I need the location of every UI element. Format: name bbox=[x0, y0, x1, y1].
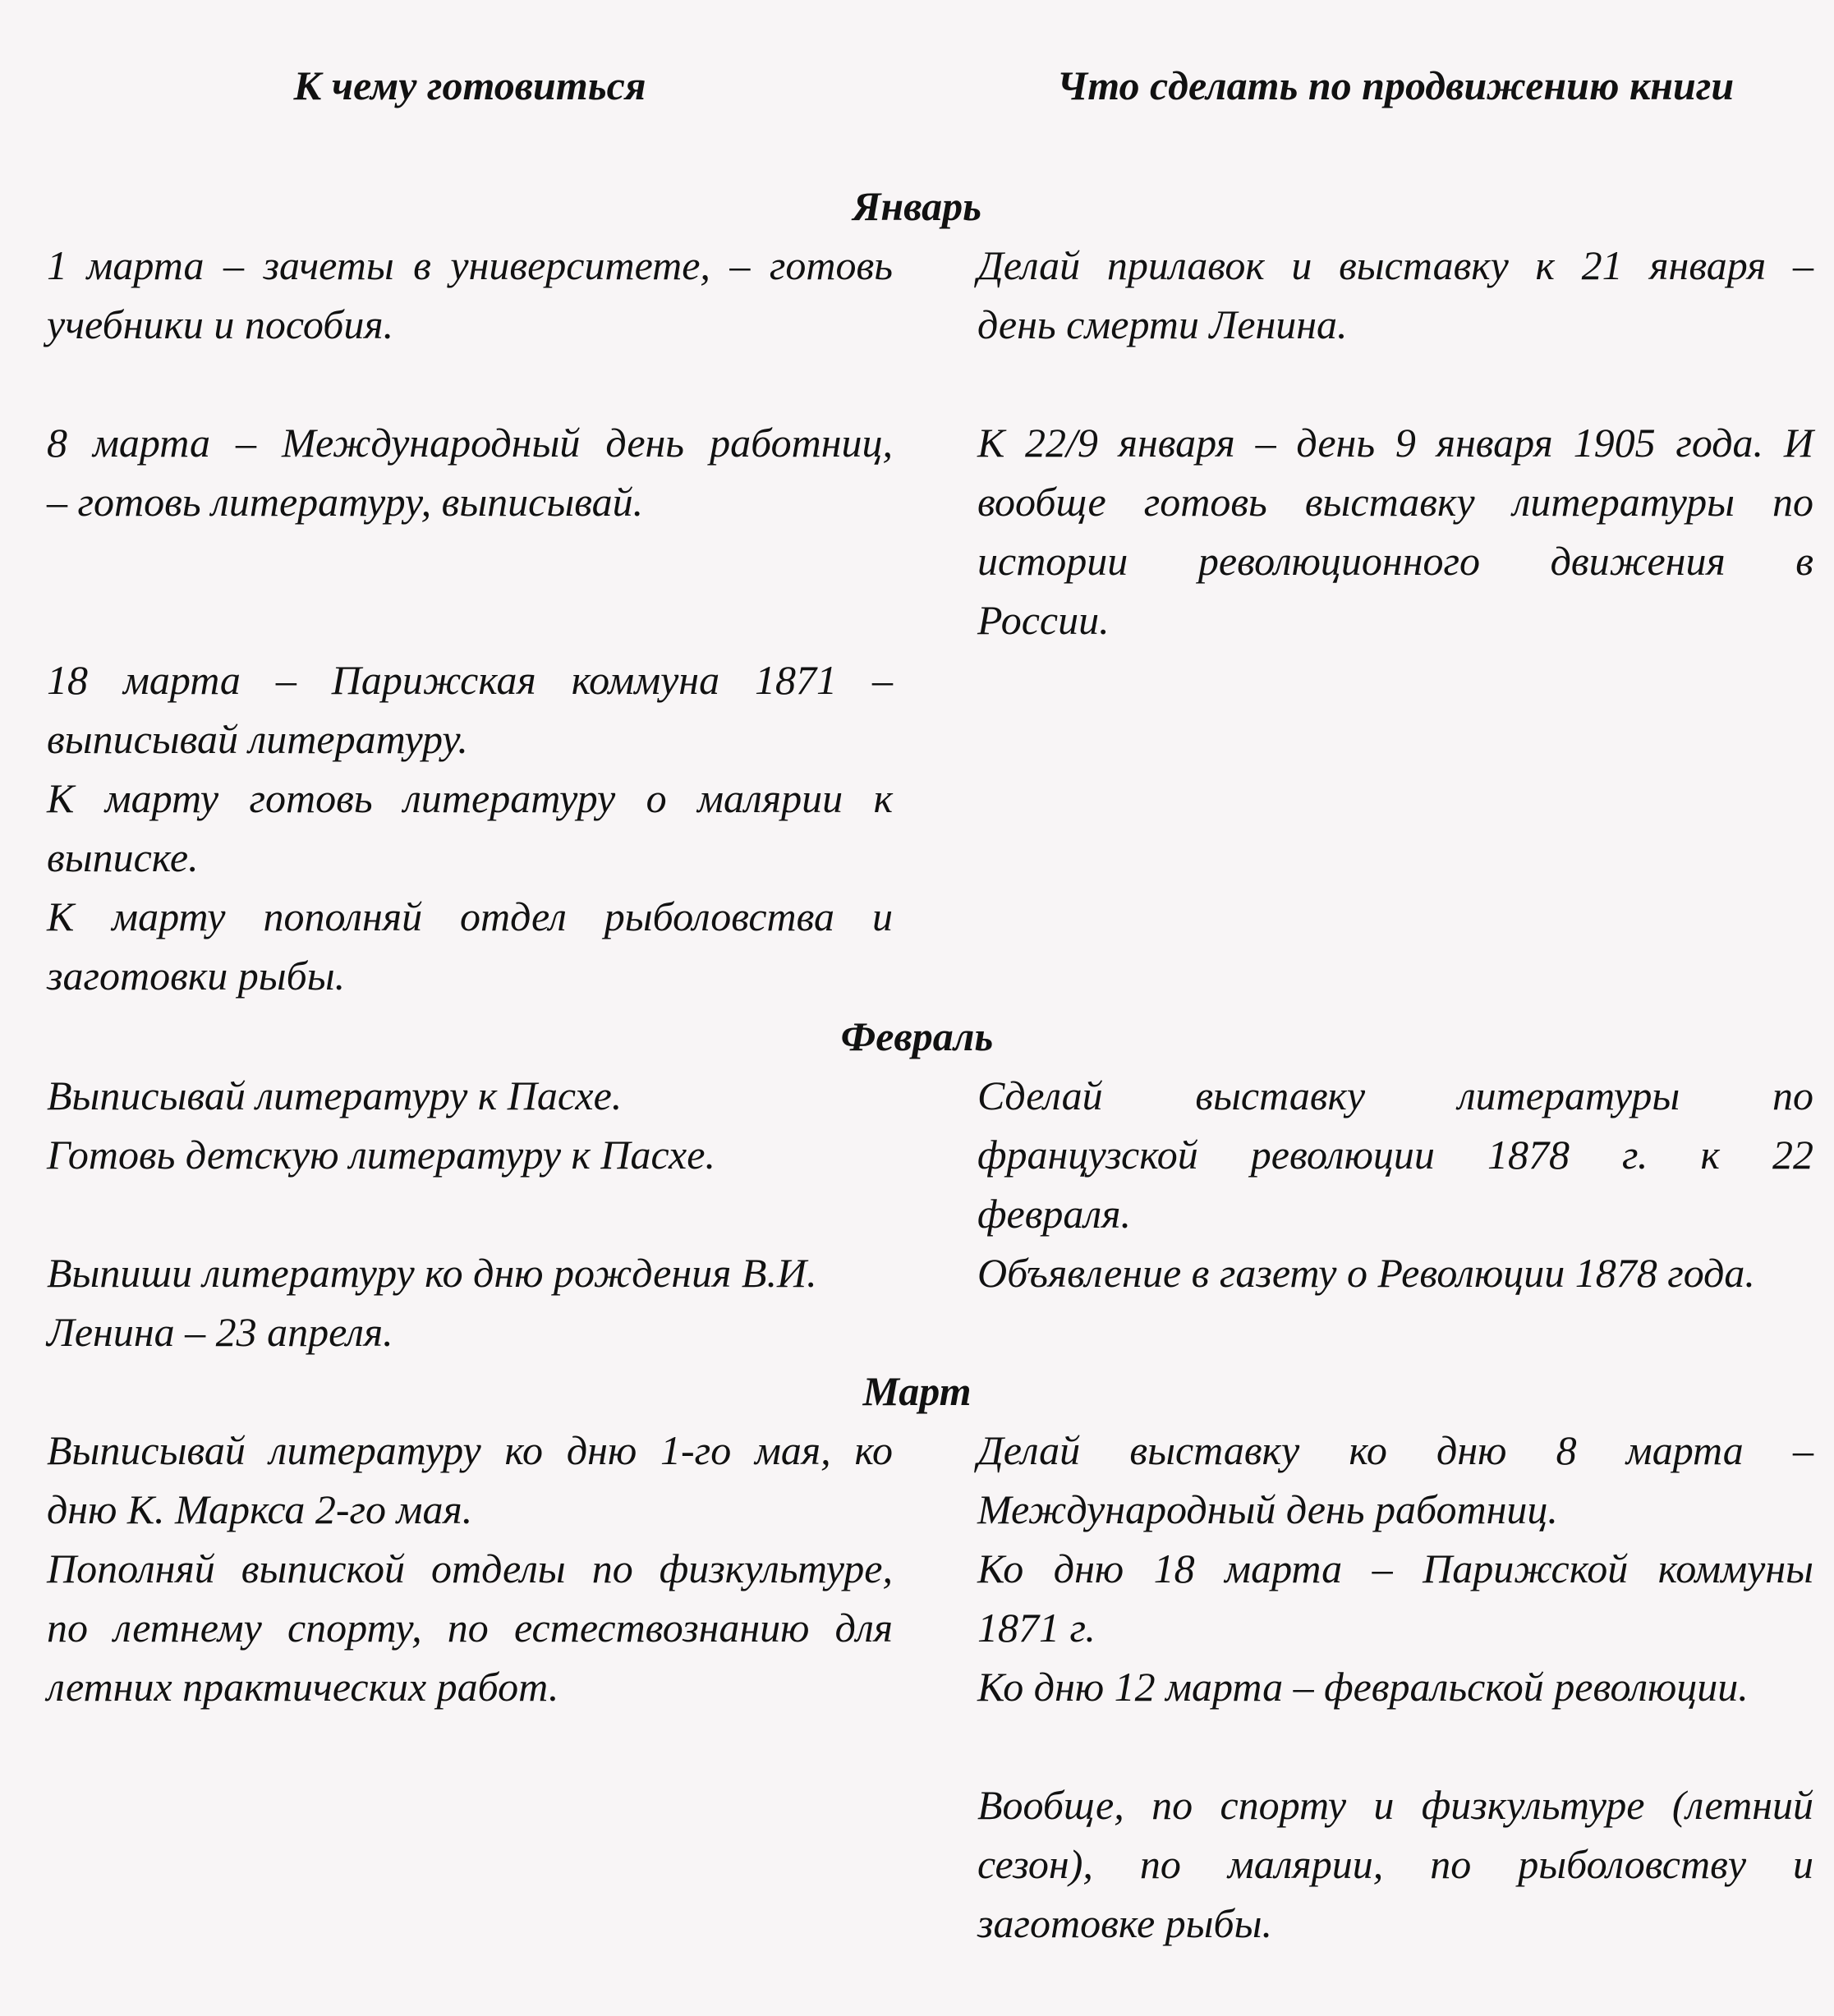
right-column-header: Что сделать по продвижению книги bbox=[1056, 62, 1735, 108]
january-left-paragraph bbox=[47, 236, 893, 354]
text-line: выписывай литературу. bbox=[47, 716, 468, 762]
text-line: выписке. bbox=[47, 834, 199, 880]
text-line: сезон), по малярии, по рыболовству и bbox=[977, 1841, 1813, 1887]
march-right-paragraph bbox=[977, 1421, 1813, 1716]
month-heading-january: Январь bbox=[852, 183, 982, 229]
text-line: Ленина – 23 апреля. bbox=[47, 1309, 393, 1355]
january-left-paragraph bbox=[47, 650, 893, 1005]
text-line: Выписывай литературу к Пасхе. bbox=[47, 1072, 623, 1118]
text-line: французской революции 1878 г. к 22 bbox=[977, 1132, 1813, 1178]
january-left-paragraph bbox=[47, 413, 893, 531]
text-line: Делай прилавок и выставку к 21 января – bbox=[977, 242, 1813, 288]
text-line: Сделай выставку литературы по bbox=[977, 1072, 1813, 1118]
text-line: 18 марта – Парижская коммуна 1871 – bbox=[47, 657, 893, 703]
january-right-paragraph bbox=[977, 413, 1813, 650]
text-line: Выпиши литературу ко дню рождения В.И. bbox=[47, 1250, 817, 1296]
text-line: 8 марта – Международный день работниц, bbox=[47, 420, 893, 466]
text-line: России. bbox=[977, 597, 1110, 643]
march-right-paragraph bbox=[977, 1775, 1813, 1953]
text-line: Ко дню 12 марта – февральской революции. bbox=[977, 1664, 1749, 1710]
text-line: Пополняй выпиской отделы по физкультуре, bbox=[47, 1545, 893, 1591]
text-line: К марту пополняй отдел рыболовства и bbox=[47, 893, 893, 939]
february-left-paragraph bbox=[47, 1243, 893, 1362]
text-line: Вообще, по спорту и физкультуре (летний bbox=[977, 1782, 1813, 1828]
text-line: учебники и пособия. bbox=[47, 301, 394, 347]
month-heading-march: Март bbox=[862, 1368, 972, 1414]
text-line: Ко дню 18 марта – Парижской коммуны bbox=[977, 1545, 1813, 1591]
text-line: – готовь литературу, выписывай. bbox=[47, 479, 644, 525]
march-left-paragraph bbox=[47, 1421, 893, 1716]
february-right-paragraph bbox=[977, 1066, 1813, 1302]
text-line: Готовь детскую литературу к Пасхе. bbox=[47, 1132, 715, 1178]
text-line: 1871 г. bbox=[977, 1605, 1096, 1651]
february-left-paragraph bbox=[47, 1066, 893, 1184]
text-line: истории революционного движения в bbox=[977, 538, 1813, 584]
text-line: 1 марта – зачеты в университете, – готовь bbox=[47, 242, 893, 288]
text-line: по летнему спорту, по естествознанию для bbox=[47, 1605, 893, 1651]
text-line: К марту готовь литературу о малярии к bbox=[47, 775, 893, 821]
text-line: февраля. bbox=[977, 1191, 1131, 1237]
text-line: заготовки рыбы. bbox=[47, 953, 346, 999]
text-line: Делай выставку ко дню 8 марта – bbox=[977, 1427, 1813, 1473]
text-line: день смерти Ленина. bbox=[977, 301, 1348, 347]
text-line: Объявление в газету о Революции 1878 года. bbox=[977, 1250, 1755, 1296]
month-heading-february: Февраль bbox=[840, 1013, 994, 1059]
text-line: летних практических работ. bbox=[47, 1664, 559, 1710]
text-line: Выписывай литературу ко дню 1-го мая, ко bbox=[47, 1427, 893, 1473]
text-line: Международный день работниц. bbox=[977, 1486, 1558, 1532]
january-right-paragraph bbox=[977, 236, 1813, 354]
text-line: дню К. Маркса 2-го мая. bbox=[47, 1486, 473, 1532]
text-line: К 22/9 января – день 9 января 1905 года. И bbox=[977, 420, 1813, 466]
left-column-header: К чему готовиться bbox=[293, 62, 646, 108]
text-line: вообще готовь выставку литературы по bbox=[977, 479, 1813, 525]
text-line: заготовке рыбы. bbox=[977, 1900, 1273, 1946]
